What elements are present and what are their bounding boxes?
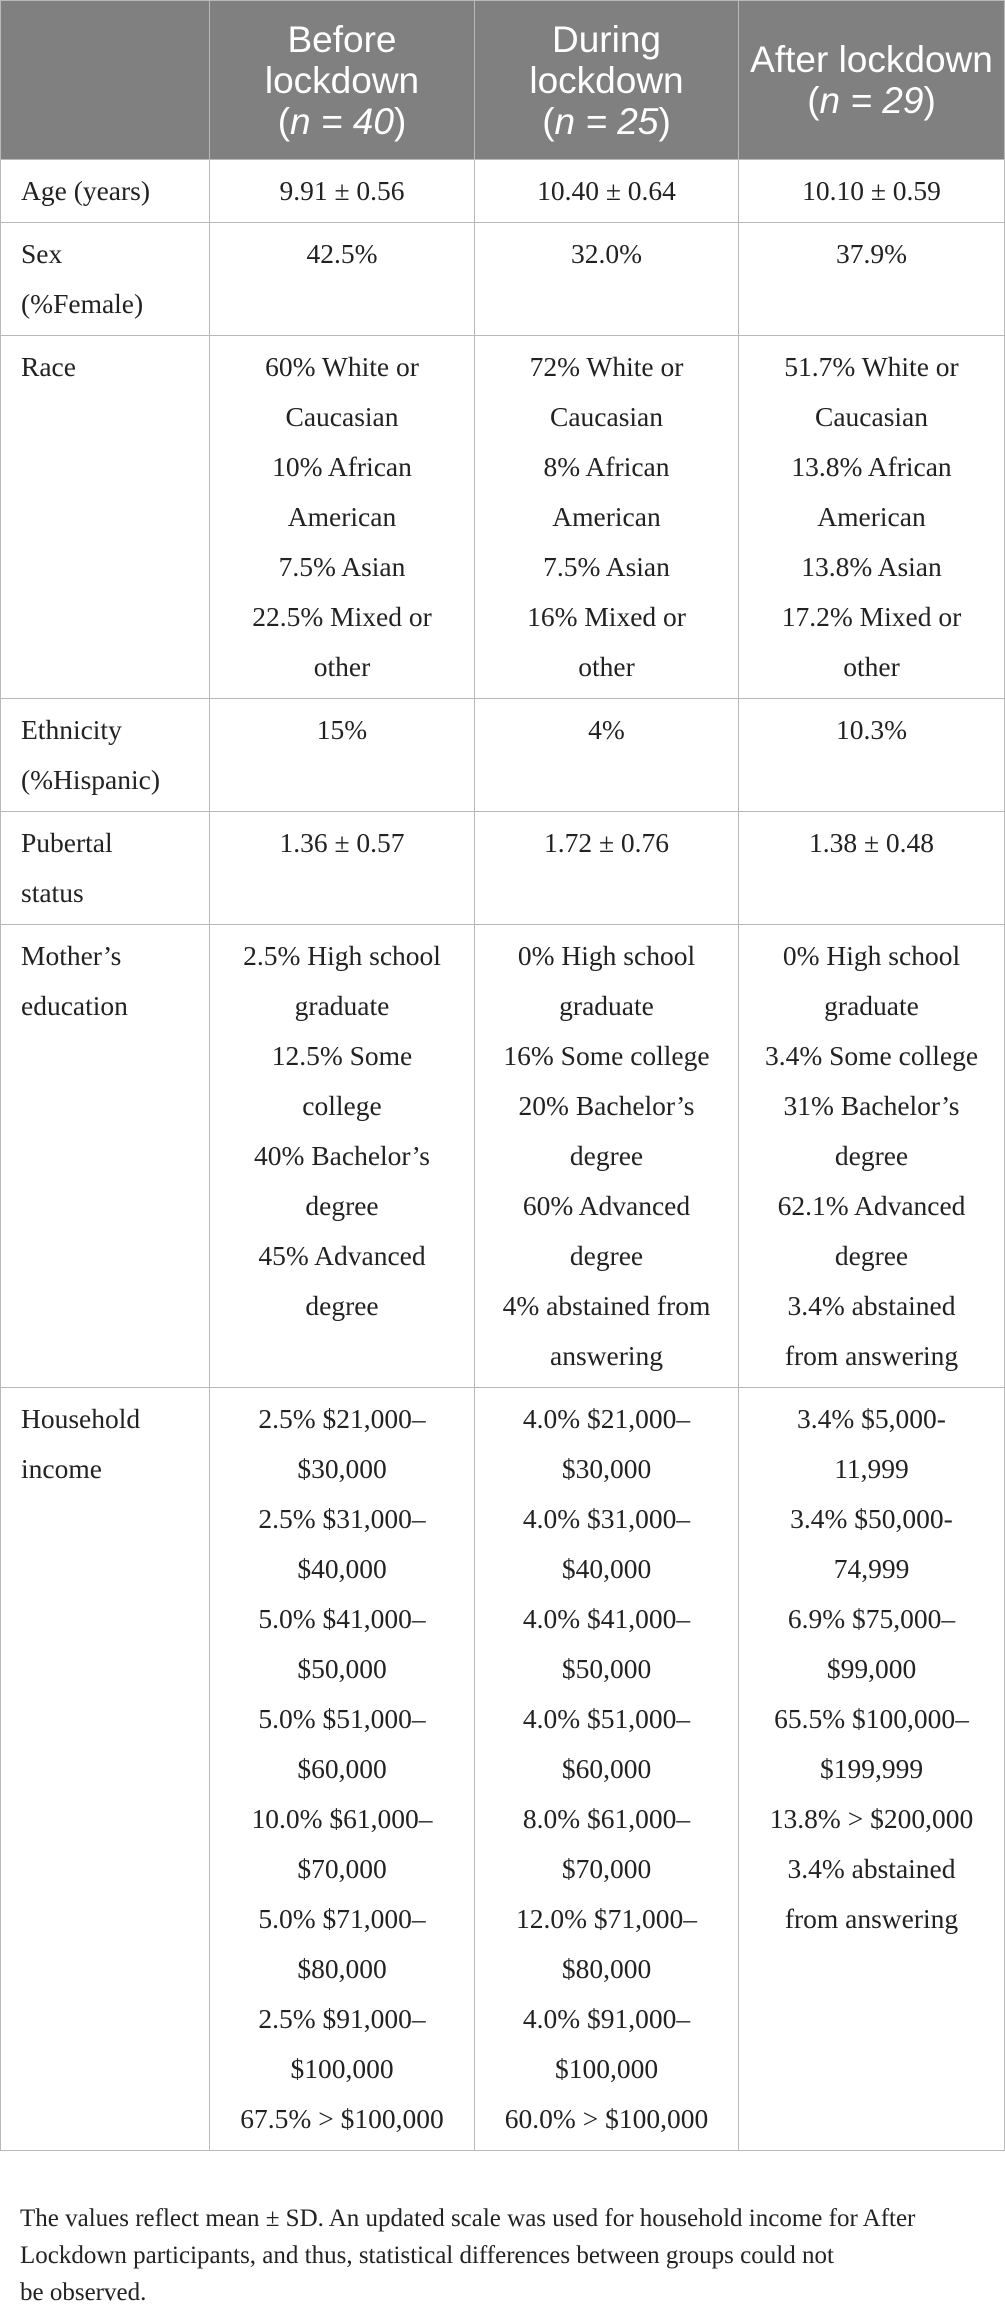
cell-line: 4.0% $21,000– (522, 1403, 691, 1434)
table-cell (475, 925, 739, 1388)
cell-line: $40,000 (297, 1553, 387, 1584)
table-row-household-income (1, 1388, 1005, 2151)
header-before-lockdown: Before lockdown (n = 40) (210, 1, 475, 160)
cell-line: $80,000 (561, 1953, 652, 1984)
cell-line: 2.5% $91,000– (258, 2003, 426, 2034)
row-label (1, 925, 210, 1388)
table-cell (739, 223, 1005, 336)
cell-line: 22.5% Mixed or (252, 601, 432, 632)
table-footnote (20, 2200, 970, 2311)
cell-line: $60,000 (561, 1753, 652, 1784)
header-title: During lockdown (529, 18, 684, 101)
table-cell (739, 699, 1005, 812)
cell-line: $50,000 (561, 1653, 652, 1684)
header-n: n = 40 (290, 100, 394, 142)
cell-line: Caucasian (549, 401, 663, 432)
row-label (1, 699, 210, 812)
cell-line: degree (305, 1290, 379, 1321)
cell-line: $40,000 (561, 1553, 652, 1584)
cell-line: 5.0% $71,000– (258, 1903, 426, 1934)
cell-line: 51.7% White or (784, 351, 959, 382)
cell-line: 12.5% Some (271, 1040, 413, 1071)
cell-line: $50,000 (297, 1653, 387, 1684)
cell-line: Caucasian (814, 401, 928, 432)
cell-line: 7.5% Asian (278, 551, 406, 582)
cell-line: 8% African (543, 451, 670, 482)
cell-line: 13.8% African (791, 451, 952, 482)
row-label-line: Mother’s (21, 940, 122, 971)
row-label-line: status (21, 877, 84, 908)
cell-line: $100,000 (554, 2053, 659, 2084)
table-cell (739, 1388, 1005, 2151)
cell-line: 10.10 ± 0.59 (802, 175, 941, 206)
cell-line: other (843, 651, 900, 682)
row-label-line: Ethnicity (21, 714, 122, 745)
cell-line: 5.0% $51,000– (258, 1703, 426, 1734)
table-cell (210, 699, 475, 812)
row-label-line: Sex (21, 238, 63, 269)
table-cell (210, 223, 475, 336)
header-row (1, 1, 1005, 160)
cell-line: $70,000 (561, 1853, 652, 1884)
cell-line: 3.4% $50,000- (790, 1503, 953, 1534)
table-row-ethnicity (1, 699, 1005, 812)
cell-line: 42.5% (306, 238, 378, 269)
cell-line: American (287, 501, 397, 532)
cell-line: college (302, 1090, 382, 1121)
table-cell (210, 812, 475, 925)
row-label-line: (%Female) (21, 288, 144, 319)
table-body (1, 160, 1005, 2151)
cell-line: 0% High school (782, 940, 961, 971)
row-label-line: Age (years) (21, 175, 151, 206)
table-cell (739, 160, 1005, 223)
cell-line: 1.72 ± 0.76 (543, 827, 670, 858)
cell-line: 3.4% Some college (764, 1040, 979, 1071)
table-cell (739, 336, 1005, 699)
table-cell (739, 812, 1005, 925)
cell-line: 20% Bachelor’s (518, 1090, 695, 1121)
cell-line: $199,999 (819, 1753, 924, 1784)
cell-line: 3.4% abstained (787, 1853, 956, 1884)
table-row-sex (1, 223, 1005, 336)
cell-line: American (817, 501, 926, 532)
cell-line: 5.0% $41,000– (258, 1603, 426, 1634)
table-row-pubertal-status (1, 812, 1005, 925)
table-cell (475, 160, 739, 223)
row-label-line: Race (21, 351, 76, 382)
table-cell (210, 1388, 475, 2151)
footnote-line: be observed. (20, 2279, 147, 2306)
table-row-age (1, 160, 1005, 223)
cell-line: 65.5% $100,000– (774, 1703, 969, 1734)
cell-line: degree (569, 1140, 644, 1171)
table-cell (210, 336, 475, 699)
cell-line: 4.0% $41,000– (522, 1603, 691, 1634)
cell-line: 4.0% $91,000– (522, 2003, 691, 2034)
row-label-line: Household (21, 1403, 141, 1434)
row-label-line: (%Hispanic) (21, 764, 160, 795)
cell-line: 11,999 (834, 1453, 909, 1484)
row-label (1, 1388, 210, 2151)
cell-line: 10.40 ± 0.64 (537, 175, 676, 206)
header-title: Before lockdown (264, 18, 420, 101)
cell-line: 4.0% $51,000– (522, 1703, 691, 1734)
cell-line: American (552, 501, 661, 532)
row-label (1, 160, 210, 223)
cell-line: 67.5% > $100,000 (240, 2103, 444, 2134)
cell-line: 1.38 ± 0.48 (808, 827, 935, 858)
cell-line: 60% Advanced (522, 1190, 691, 1221)
cell-line: 60% White or (265, 351, 419, 382)
table-row-race (1, 336, 1005, 699)
cell-line: 2.5% $31,000– (258, 1503, 426, 1534)
table-cell (475, 336, 739, 699)
row-label-line: Pubertal (21, 827, 113, 858)
cell-line: $70,000 (297, 1853, 387, 1884)
cell-line: 9.91 ± 0.56 (279, 175, 405, 206)
table-cell (210, 160, 475, 223)
cell-line: graduate (294, 990, 390, 1021)
table-cell (475, 1388, 739, 2151)
cell-line: 15% (316, 714, 368, 745)
cell-line: 8.0% $61,000– (522, 1803, 691, 1834)
cell-line: 10% African (272, 451, 412, 482)
cell-line: graduate (559, 990, 654, 1021)
header-during-lockdown: During lockdown (n = 25) (475, 1, 739, 160)
cell-line: 13.8% Asian (801, 551, 942, 582)
table-cell (210, 925, 475, 1388)
cell-line: $30,000 (297, 1453, 387, 1484)
cell-line: 1.36 ± 0.57 (279, 827, 405, 858)
cell-line: from answering (784, 1340, 959, 1371)
cell-line: graduate (824, 990, 919, 1021)
footnote-line: The values reflect mean ± SD. An updated scale was used for household income for After (20, 2205, 916, 2232)
cell-line: 10.0% $61,000– (251, 1803, 433, 1834)
cell-line: 32.0% (570, 238, 643, 269)
cell-line: Caucasian (285, 401, 399, 432)
cell-line: 10.3% (835, 714, 908, 745)
cell-line: 4.0% $31,000– (522, 1503, 691, 1534)
cell-line: 0% High school (517, 940, 696, 971)
cell-line: 45% Advanced (258, 1240, 426, 1271)
cell-line: 7.5% Asian (543, 551, 670, 582)
header-title: After lockdown (750, 39, 993, 80)
header-n: n = 25 (554, 100, 659, 142)
cell-line: degree (834, 1140, 909, 1171)
cell-line: degree (305, 1190, 379, 1221)
cell-line: 13.8% > $200,000 (769, 1803, 974, 1834)
row-label-line: education (21, 990, 128, 1021)
cell-line: $60,000 (297, 1753, 387, 1784)
cell-line: 31% Bachelor’s (783, 1090, 960, 1121)
table-cell (475, 699, 739, 812)
cell-line: 4% (588, 714, 625, 745)
cell-line: 72% White or (529, 351, 684, 382)
footnote-line: Lockdown participants, and thus, statistical differences between groups could not (20, 2242, 834, 2269)
table-cell (475, 812, 739, 925)
cell-line: other (578, 651, 635, 682)
cell-line: 62.1% Advanced (777, 1190, 966, 1221)
table-cell (739, 925, 1005, 1388)
cell-line: 2.5% $21,000– (258, 1403, 426, 1434)
cell-line: 12.0% $71,000– (515, 1903, 698, 1934)
cell-line: $99,000 (826, 1653, 917, 1684)
cell-line: 6.9% $75,000– (787, 1603, 956, 1634)
cell-line: degree (569, 1240, 644, 1271)
cell-line: $80,000 (297, 1953, 387, 1984)
cell-line: 74,999 (833, 1553, 910, 1584)
row-label (1, 336, 210, 699)
cell-line: other (313, 651, 371, 682)
row-label-line: income (21, 1453, 102, 1484)
header-after-lockdown: After lockdown (n = 29) (739, 1, 1005, 160)
cell-line: 4% abstained from (502, 1290, 711, 1321)
row-label (1, 223, 210, 336)
cell-line: 40% Bachelor’s (254, 1140, 430, 1171)
cell-line: 3.4% abstained (787, 1290, 956, 1321)
cell-line: $30,000 (561, 1453, 652, 1484)
table-row-mothers-education (1, 925, 1005, 1388)
cell-line: answering (549, 1340, 664, 1371)
header-corner (1, 1, 210, 160)
header-n: n = 29 (819, 80, 924, 121)
cell-line: 17.2% Mixed or (781, 601, 962, 632)
cell-line: 16% Some college (503, 1040, 710, 1071)
cell-line: $100,000 (290, 2053, 394, 2084)
cell-line: 3.4% $5,000- (797, 1403, 946, 1434)
cell-line: 60.0% > $100,000 (504, 2103, 709, 2134)
cell-line: from answering (784, 1903, 959, 1934)
row-label (1, 812, 210, 925)
cell-line: 37.9% (835, 238, 908, 269)
table-cell (475, 223, 739, 336)
cell-line: degree (834, 1240, 909, 1271)
cell-line: 2.5% High school (243, 940, 441, 971)
cell-line: 16% Mixed or (527, 601, 686, 632)
